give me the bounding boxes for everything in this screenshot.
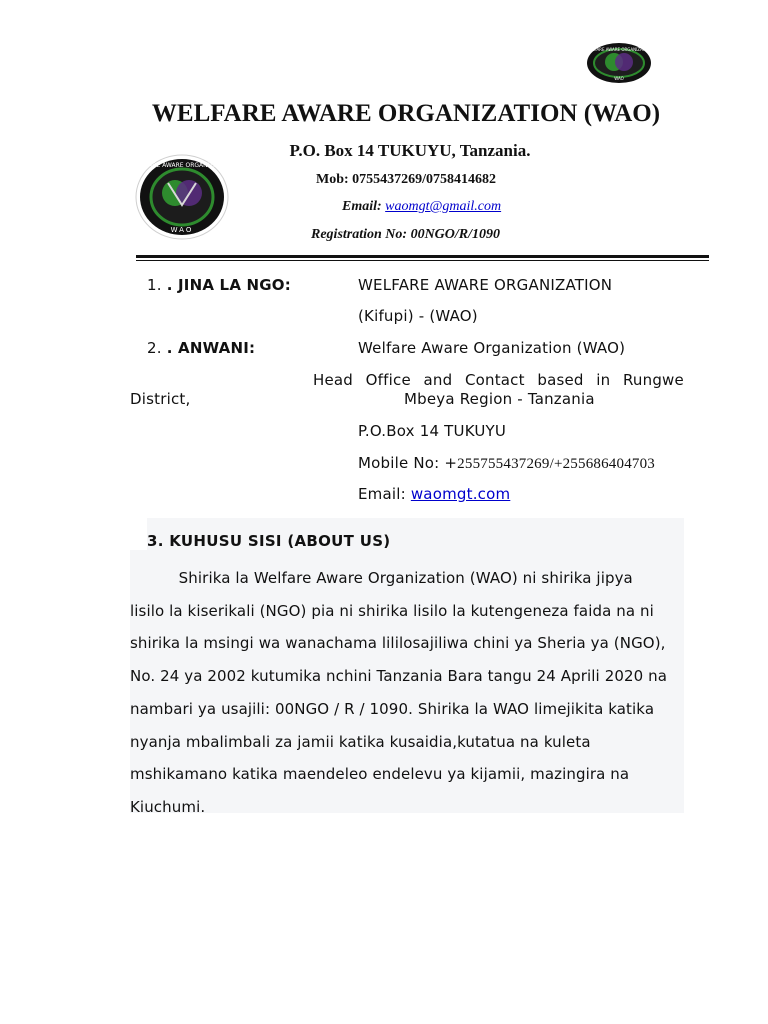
small-logo-ring-text: WELFARE AWARE ORGANIZATION bbox=[586, 47, 652, 52]
address-org-name: Welfare Aware Organization (WAO) bbox=[358, 339, 626, 357]
about-line: Kiuchumi. bbox=[130, 797, 206, 816]
mobile-label: Mobile No: + bbox=[358, 454, 458, 472]
header-divider-thin bbox=[136, 260, 709, 261]
head-office-word: based bbox=[537, 371, 584, 389]
head-office-word: Rungwe bbox=[622, 371, 684, 389]
head-office-word: Contact bbox=[464, 371, 525, 389]
address-district: District, bbox=[130, 390, 191, 408]
letterhead-email bbox=[342, 199, 501, 215]
ngo-name-value: WELFARE AWARE ORGANIZATION bbox=[358, 276, 613, 294]
head-office-word: Office bbox=[365, 371, 411, 389]
about-line: nyanja mbalimbali za jamii katika kusaidia,kutatua na kuleta bbox=[130, 732, 591, 751]
head-office-word: Head bbox=[313, 371, 354, 389]
letterhead-email-link[interactable]: waomgt@gmail.com bbox=[385, 199, 502, 214]
email-label: Email: bbox=[358, 485, 411, 503]
list-number: 2. bbox=[147, 339, 162, 357]
wao-logo bbox=[132, 153, 232, 241]
list-item-ngo-name bbox=[147, 276, 291, 294]
big-logo-ring-text: WELFARE AWARE ORGANIZATION bbox=[132, 162, 232, 169]
about-paragraph bbox=[130, 562, 684, 824]
list-number: 1. bbox=[147, 276, 162, 294]
wao-logo-small bbox=[586, 42, 652, 84]
about-line: Shirika la Welfare Aware Organization (WAO) ni shirika jipya bbox=[130, 569, 633, 587]
letterhead-mobile: Mob: 0755437269/0758414682 bbox=[316, 172, 497, 187]
email-link[interactable]: waomgt.com bbox=[410, 485, 511, 503]
head-office-word: and bbox=[423, 371, 453, 389]
address-email bbox=[358, 485, 510, 503]
big-logo-bottom-text: WAO bbox=[170, 226, 194, 234]
about-line: No. 24 ya 2002 kutumika nchini Tanzania Bara tangu 24 Aprili 2020 na bbox=[130, 667, 668, 686]
address-region: Mbeya Region - Tanzania bbox=[404, 390, 595, 408]
ngo-name-label: . JINA LA NGO: bbox=[166, 276, 291, 294]
about-line: shirika la msingi wa wanachama lililosajiliwa chini ya Sheria ya (NGO), bbox=[130, 634, 666, 653]
about-line: mshikamano katika maendeleo endelevu ya kijamii, mazingira na bbox=[130, 765, 630, 784]
mobile-number: 255755437269/+255686404703 bbox=[457, 456, 655, 472]
ngo-short-name: (Kifupi) - (WAO) bbox=[358, 307, 478, 325]
letterhead-pobox: P.O. Box 14 TUKUYU, Tanzania. bbox=[289, 141, 531, 160]
address-pobox: P.O.Box 14 TUKUYU bbox=[358, 422, 507, 440]
address-mobile bbox=[358, 454, 655, 473]
header-divider-thick bbox=[136, 255, 709, 258]
small-logo-bottom-text: WAO bbox=[614, 76, 624, 81]
list-item-address bbox=[147, 339, 255, 357]
letterhead-registration: Registration No: 00NGO/R/1090 bbox=[311, 227, 501, 242]
address-label: . ANWANI: bbox=[166, 339, 256, 357]
head-office-line bbox=[313, 371, 684, 389]
about-line: lisilo la kiserikali (NGO) pia ni shirika lisilo la kutengeneza faida na ni bbox=[130, 601, 654, 620]
org-title: WELFARE AWARE ORGANIZATION (WAO) bbox=[151, 100, 661, 127]
about-heading: 3. KUHUSU SISI (ABOUT US) bbox=[147, 532, 391, 550]
about-line: nambari ya usajili: 00NGO / R / 1090. Shirika la WAO limejikita katika bbox=[130, 699, 655, 718]
letterhead-email-label: Email: bbox=[342, 199, 382, 214]
head-office-word: in bbox=[596, 371, 611, 389]
